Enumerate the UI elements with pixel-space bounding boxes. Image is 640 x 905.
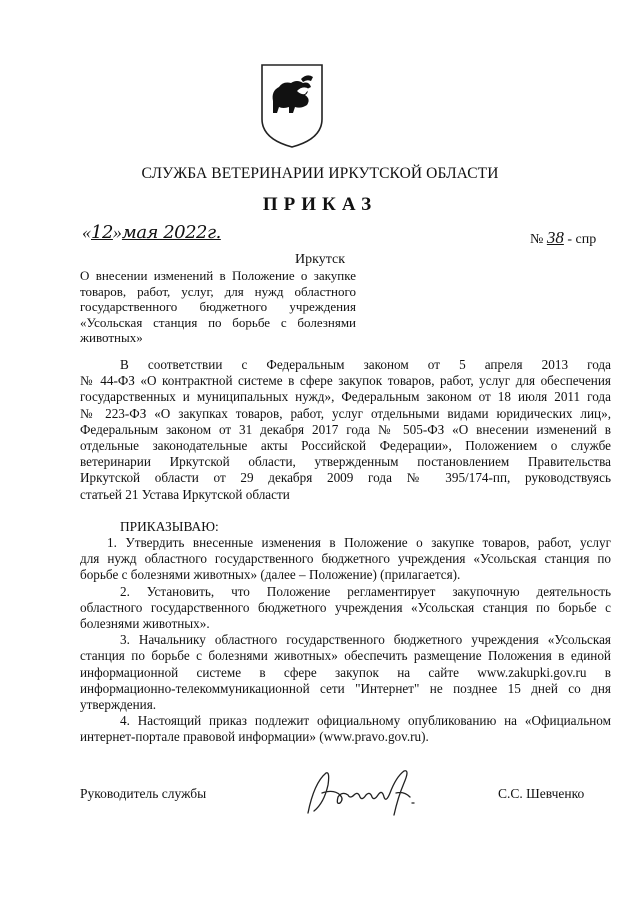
signatory-name: С.С. Шевченко (498, 786, 585, 801)
order-items (80, 535, 611, 746)
date-day: 12 (91, 222, 113, 243)
date-close-quote: » (112, 222, 122, 242)
item-line: станция по борьбе с болезнями животных» обеспечить размещение Положения в единой (80, 648, 611, 664)
order-subject (80, 268, 356, 346)
item-line: информационной системе в сфере закупок на сайте www.zakupki.gov.ru в (80, 664, 611, 680)
item-line: борьбе с болезнями животных» (далее – Положение) (прилагается). (80, 567, 461, 583)
order-number (530, 228, 596, 248)
city-name: Иркутск (294, 252, 346, 267)
handwritten-signature (300, 763, 430, 823)
preamble-line: № 223-ФЗ «О закупках товаров, работ, услуг отдельными видами юридических лиц», (80, 405, 611, 421)
signatory-role: Руководитель службы (80, 786, 207, 801)
preamble-line: Федеральным законом от 31 декабря 2017 года № 505-ФЗ «О внесении изменений в (80, 421, 611, 437)
item-line: 1. Утвердить внесенные изменения в Положение о закупке товаров, работ, услуг (107, 535, 611, 550)
subject-line: О внесении изменений в Положение о закупке (80, 268, 356, 283)
subject-line: «Усольская станция по борьбе с болезнями (80, 314, 356, 330)
preamble-line: В соответствии с Федеральным законом от 5 апреля 2013 года (120, 357, 611, 372)
date-open-quote: « (82, 222, 91, 242)
preamble-line: статьей 21 Устава Иркутской области (80, 486, 290, 502)
item-line: болезнями животных». (80, 616, 210, 632)
subject-line: товаров, работ, услуг, для нужд областного (80, 283, 356, 299)
item-line: областного государственного бюджетного учреждения «Усольская станция по борьбе с (80, 599, 611, 615)
preamble-line: отдельные законодательные акты Российской Федерации», Положением о службе (80, 438, 611, 454)
agency-name: СЛУЖБА ВЕТЕРИНАРИИ ИРКУТСКОЙ ОБЛАСТИ (141, 165, 499, 182)
order-date (82, 222, 221, 243)
preamble-line: ветеринарии Иркутской области, утвержденным постановлением Правительства (80, 454, 611, 470)
shield-icon (257, 61, 327, 149)
coat-of-arms-emblem (257, 61, 327, 149)
number-value: 38 (546, 228, 564, 247)
number-suffix: - спр (567, 232, 597, 247)
item-line: 3. Начальнику областного государственного бюджетного учреждения «Усольская (120, 632, 611, 648)
subject-line: животных» (80, 330, 143, 345)
item-line: информационно-телекоммуникационной сети "Интернет" не позднее 15 дней со дня (80, 680, 611, 696)
signature-icon (300, 763, 430, 823)
preamble-line: № 44-ФЗ «О контрактной системе в сфере закупок товаров, работ, услуг для обеспечения (80, 373, 611, 389)
document-type-title: ПРИКАЗ (262, 194, 378, 215)
preamble-line: Иркутской области от 29 декабря 2009 года № 395/174-пп, руководствуясь (80, 470, 611, 486)
item-line: 4. Настоящий приказ подлежит официальному опубликованию на «Официальном (120, 713, 611, 729)
subject-line: государственного бюджетного учреждения (80, 299, 356, 314)
decree-word: ПРИКАЗЫВАЮ: (120, 519, 219, 534)
date-month-year: мая 2022г. (121, 222, 221, 243)
item-line: 2. Установить, что Положение регламентирует закупочную деятельность (120, 583, 611, 599)
number-sign: № (530, 232, 544, 247)
item-line: интернет-портале правовой информации» (www.pravo.gov.ru). (80, 729, 429, 745)
preamble-line: государственных и муниципальных нужд», Федеральным законом от 18 июля 2011 года (80, 389, 611, 405)
item-line: утверждения. (80, 697, 157, 713)
item-line: для нужд областного государственного бюджетного учреждения «Усольская станция по (80, 551, 611, 567)
preamble-paragraph (80, 357, 611, 503)
